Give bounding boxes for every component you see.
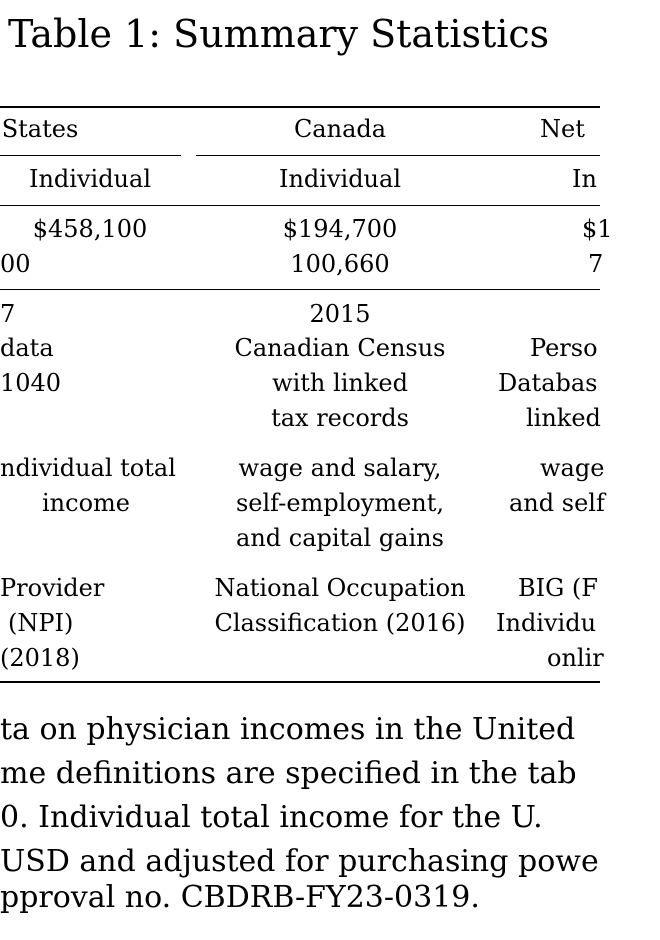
note-line-5: pproval no. CBDRB-FY23-0319.	[0, 880, 480, 915]
source-canada-line1: Canadian Census	[234, 334, 446, 362]
source-canada-line2: with linked	[272, 369, 408, 397]
occupation-netherlands-line1: BIG (F	[518, 574, 598, 602]
occupation-canada-line2: Classification (2016)	[214, 609, 466, 637]
table-title: Table 1: Summary Statistics	[8, 12, 550, 56]
definition-us-line1: ndividual total	[0, 454, 176, 482]
midrule-1	[0, 205, 600, 206]
income-us-row1: $458,100	[32, 215, 148, 243]
source-netherlands-line3: linked	[526, 404, 601, 432]
definition-us-line2: income	[42, 489, 130, 517]
country-header-canada: Canada	[293, 115, 387, 143]
occupation-canada-line1: National Occupation	[214, 574, 466, 602]
source-canada-line3: tax records	[271, 404, 409, 432]
income-canada-row2: 100,660	[290, 250, 390, 278]
source-us-line1: data	[0, 334, 54, 362]
occupation-us-line1: Provider	[0, 574, 105, 602]
subheader-us: Individual	[28, 165, 151, 193]
occupation-netherlands-line2: Individu	[496, 609, 597, 637]
cmidrule-us	[0, 155, 181, 156]
definition-canada-line2: self-employment,	[235, 489, 445, 517]
definition-canada-line1: wage and salary,	[238, 454, 442, 482]
country-header-netherlands: Net	[540, 115, 585, 143]
subheader-canada: Individual	[278, 165, 401, 193]
source-netherlands-line1: Perso	[530, 334, 598, 362]
occupation-netherlands-line3: onlir	[547, 644, 604, 672]
source-netherlands-line2: Databas	[498, 369, 598, 397]
income-canada-row1: $194,700	[282, 215, 398, 243]
income-netherlands-row2: 7	[588, 250, 604, 278]
note-line-1: ta on physician incomes in the United	[0, 712, 576, 747]
definition-canada-line3: and capital gains	[236, 524, 444, 552]
country-header-us: States	[1, 115, 79, 143]
top-rule	[0, 106, 600, 108]
occupation-us-line2: (NPI)	[8, 609, 74, 637]
cmidrule-canada-netherlands	[196, 155, 600, 156]
income-netherlands-row1: $1	[582, 215, 613, 243]
note-line-4: USD and adjusted for purchasing powe	[0, 844, 599, 879]
definition-netherlands-line1: wage	[540, 454, 605, 482]
year-us: 7	[0, 300, 16, 328]
year-canada: 2015	[309, 300, 371, 328]
bottom-rule	[0, 681, 600, 683]
subheader-netherlands: In	[572, 165, 597, 193]
income-us-row2: 00	[0, 250, 31, 278]
note-line-3: 0. Individual total income for the U.	[0, 800, 543, 835]
definition-netherlands-line2: and self	[509, 489, 605, 517]
occupation-us-line3: (2018)	[0, 644, 80, 672]
midrule-2	[0, 289, 600, 290]
source-us-line2: 1040	[0, 369, 62, 397]
note-line-2: me definitions are specified in the tab	[0, 756, 577, 791]
